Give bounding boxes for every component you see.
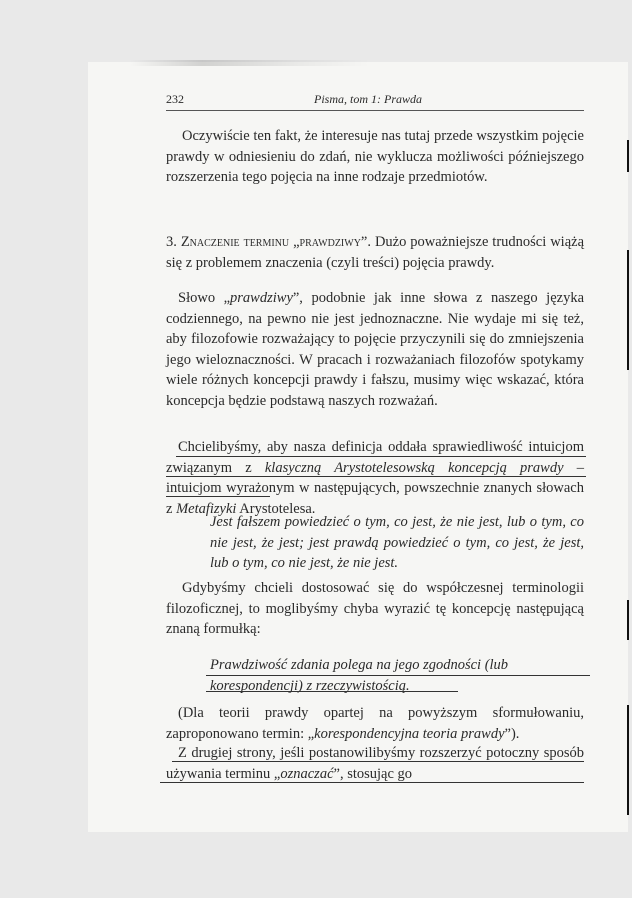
text-run: Arystotelesa. (236, 500, 316, 517)
ink-underline (206, 675, 590, 676)
scan-smudge (130, 60, 370, 66)
paragraph-on-the-other-hand (166, 743, 584, 784)
definition-formula: Prawdziwość zdania polega na jego zgodności (lub korespondencji) z rzeczywistością. (210, 657, 509, 694)
text-run: Z drugiej strony, jeśli postanowilibyśmy rozszerzyć potoczny sposób używania terminu „ (166, 745, 584, 782)
page-edge-mark (627, 600, 629, 640)
paragraph-1: Oczywiście ten fakt, że interesuje nas tutaj przede wszystkim pojęcie prawdy w odniesieniu do zdań, nie wyklucza możliwości późniejszego rozszerzenia tego pojęcia na inne rodzaje przedmiotów. (166, 128, 584, 185)
ink-underline (166, 496, 270, 497)
paragraph-definition-intent (166, 437, 584, 519)
paragraph-prawdziwy (166, 288, 584, 411)
text-run: ”). (504, 725, 520, 742)
page-edge-mark (627, 705, 629, 815)
paragraph-terminology: Gdybyśmy chcieli dostosować się do współczesnej terminologii filozoficznej, to moglibyśmy chyba wyrazić tę koncepcję następującą znaną formułką: (166, 580, 584, 637)
emphasis: prawdziwy (230, 290, 293, 306)
emphasis: korespondencyjna teoria prawdy (314, 725, 505, 742)
section-text: Dużo poważniejsze trudności wiążą się z problemem znaczenia (czyli treści) pojęcia prawdy. (166, 234, 585, 271)
ink-underline (160, 782, 584, 783)
emphasis: oznaczać (280, 765, 334, 782)
ink-underline (176, 456, 586, 457)
emphasis: klasyczną Arystotelesowską koncepcją prawdy (264, 459, 564, 476)
running-head-title: Pisma, tom 1: Prawda (314, 92, 422, 106)
aristotle-quote: Jest fałszem powiedzieć o tym, co jest, że nie jest, lub o tym, co nie jest, że jest; jest prawdą powiedzieć o tym, co jest, że jest, lub o tym, co nie jest, że nie jest. (210, 514, 584, 571)
text-run: ”, stosując go (333, 765, 413, 782)
page-edge-mark (627, 140, 629, 172)
text-run: (Dla teorii prawdy opartej na powyższym sformułowaniu, zaproponowano termin: „ (166, 705, 584, 742)
page-number: 232 (166, 92, 184, 106)
ink-underline (206, 691, 458, 692)
section-number: 3. (166, 234, 177, 250)
section-heading: Znaczenie terminu „prawdziwy”. (180, 234, 371, 250)
text-run: – intuicjom wyrażonym w następujących, powszechnie znanych słowach z (166, 459, 584, 517)
ink-underline (166, 476, 586, 477)
text-run: ”, podobnie jak inne słowa z naszego języka codziennego, na pewno nie jest jednoznaczne. Nie wydaje mi się też, aby filozofowie rozważający to pojęcie przyczynili się do zmniejszenia jego wieloznaczności. W pracach i rozważaniach filozofów spotykamy wiele różnych koncepcji prawdy i fałszu, musimy więc wskazać, która koncepcja będzie podstawą naszych rozważań. (166, 290, 585, 409)
text-run: Słowo „ (178, 290, 231, 306)
page-edge-mark (627, 250, 629, 370)
emphasis: Metafizyki (176, 500, 237, 517)
running-header (166, 92, 584, 111)
paragraph-correspondence-theory (166, 703, 584, 744)
text-run: Chcielibyśmy, aby nasza definicja oddała sprawiedliwość intuicjom związanym z (166, 439, 584, 476)
section-3-paragraph (166, 232, 584, 273)
ink-underline (172, 761, 584, 762)
